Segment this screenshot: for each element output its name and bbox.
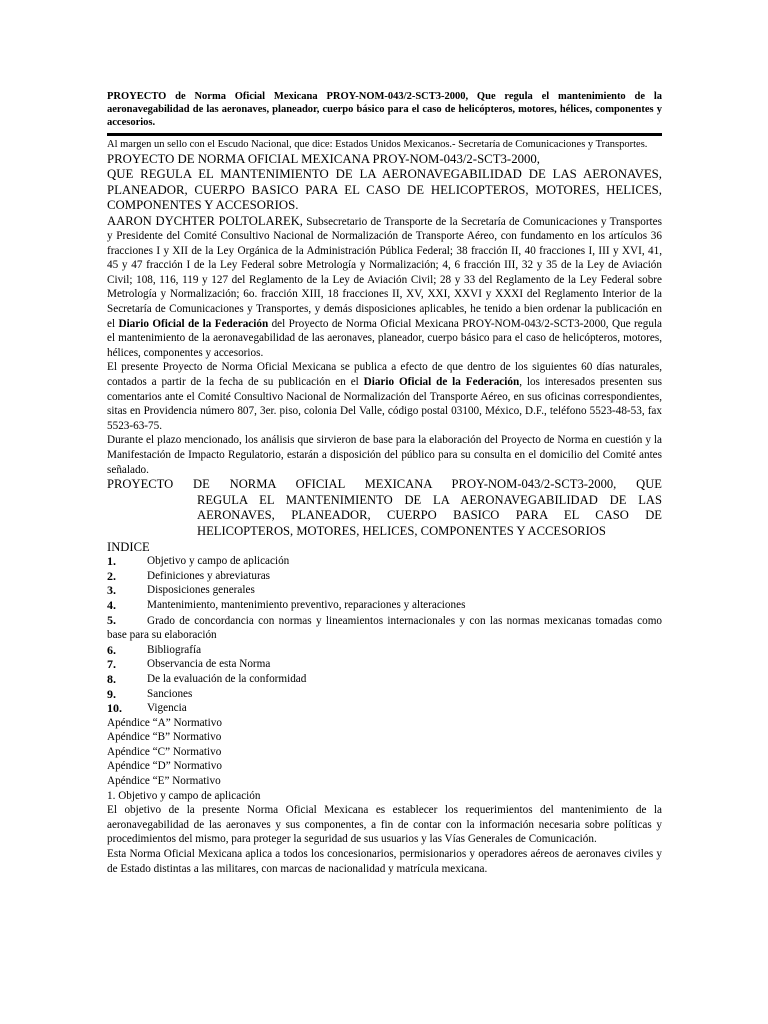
index-item-text: Sanciones [147,687,193,700]
norm-title-line-3: AERONAVES, PLANEADOR, CUERPO BASICO PARA EL CASO DE [197,508,662,523]
document-page [107,90,662,876]
index-heading: INDICE [107,539,150,554]
index-item-number: 1. [107,554,116,569]
index-item [107,672,662,687]
index-item-number: 2. [107,568,116,583]
appendix-list [107,716,662,789]
index-item-text: Vigencia [147,702,187,715]
appendix-item: Apéndice “A” Normativo [107,716,222,729]
index-item [107,701,662,716]
index-item-number: 7. [107,657,116,672]
index-item [107,583,662,598]
index-item-number: 8. [107,671,116,686]
appendix-item: Apéndice “D” Normativo [107,760,222,773]
index-item [107,569,662,584]
index-item [107,643,662,658]
index-item-text: Disposiciones generales [147,584,255,597]
index-item-text: Observancia de esta Norma [147,658,271,671]
para2-text-a: El presente Proyecto de Norma Oficial Mexicana se publica a efecto de que dentro de los siguientes 60 días naturales, contados a partir de la fecha de su publicación en el [107,361,662,389]
index-item [107,554,662,569]
appendix-item: Apéndice “E” Normativo [107,775,221,788]
para2-bold-dof: Diario Oficial de la Federación [363,376,520,389]
appendix-item: Apéndice “C” Normativo [107,745,222,758]
index-item-number: 4. [107,597,116,612]
index-item-text: Grado de concordancia con normas y lineamientos internacionales y con las normas mexicanas tomadas como base para su elaboración [107,614,662,642]
index-item [107,687,662,702]
section-1-paragraph-1: El objetivo de la presente Norma Oficial Mexicana es establecer los requerimientos del mantenimiento de la aeronavegabilidad de las aeronaves y sus componentes, a fin de contar con la información necesaria sobre políticas y procedimientos del mismo, para proteger la seguridad de sus usuarios y las Vías Generales de Comunicación. [107,804,662,846]
norm-title [107,477,662,539]
index-item [107,613,662,643]
index-item-text: Objetivo y campo de aplicación [147,555,290,568]
intro-text-a: Subsecretario de Transporte de la Secretaría de Comunicaciones y Transportes y Presidente del Comité Consultivo Nacional de Normalización de Transporte Aéreo, con fundamento en los artículos 36 fracciones I y XII de la Ley Orgánica de la Administración Pública Federal; 38 fracción II, 40 fracciones I, III y XVI, 41, 45 y 47 fracción I de la Ley Federal sobre Metrología y Normalización; 4, 6 fracción III, 32 y 35 de la Ley de Aviación Civil; 108, 116, 119 y 127 del Reglamento de la Ley de Aviación Civil; 28 y 33 del Reglamento de la Ley Federal sobre Metrología y Normalización; 6o. fracción XIII, 18 fracciones II, XV, XXI, XXVI y XXXI del Reglamento Interior de la Secretaría de Comunicaciones y Transportes, y demás disposiciones aplicables, he tenido a bien ordenar la publicación en el [107,215,662,330]
index-item [107,657,662,672]
index-list [107,554,662,716]
intro-text-b: del Proyecto de Norma Oficial Mexicana PROY-NOM-043/2-SCT3-2000, Que regula el mantenimiento de la aeronavegabilidad de las aeronaves, planeador, cuerpo básico para el caso de helicópteros, motores, hélices, componentes y accesorios. [107,317,662,359]
appendix-item: Apéndice “B” Normativo [107,731,222,744]
signer-name: AARON DYCHTER POLTOLAREK, [107,213,303,228]
title-line-1: PROYECTO DE NORMA OFICIAL MEXICANA PROY-NOM-043/2-SCT3-2000, [107,151,540,166]
paragraph-availability: Durante el plazo mencionado, los análisis que sirvieron de base para la elaboración del Proyecto de Norma en cuestión y la Manifestación de Impacto Regulatorio, estarán a disposición del público para su consulta en el domicilio del Comité antes señalado. [107,434,662,476]
index-item-number: 5. [107,612,116,627]
index-item-text: Mantenimiento, mantenimiento preventivo, reparaciones y alteraciones [147,598,466,611]
intro-bold-dof: Diario Oficial de la Federación [118,317,269,330]
section-1-paragraph-2: Esta Norma Oficial Mexicana aplica a todos los concesionarios, permisionarios y operadores aéreos de aeronaves civiles y de Estado distintas a las militares, con marcas de nacionalidad y matrícula mexicana. [107,848,662,875]
norm-title-line-4: HELICOPTEROS, MOTORES, HELICES, COMPONENTES Y ACCESORIOS [197,523,606,538]
index-item [107,598,662,613]
index-item-number: 10. [107,701,122,716]
section-1-heading: 1. Objetivo y campo de aplicación [107,789,261,802]
index-item-text: Bibliografía [147,643,202,656]
index-item-number: 3. [107,583,116,598]
norm-title-line-2: REGULA EL MANTENIMIENTO DE LA AERONAVEGABILIDAD DE LAS [197,492,662,507]
document-header: PROYECTO de Norma Oficial Mexicana PROY-NOM-043/2-SCT3-2000, Que regula el mantenimiento de la aeronavegabilidad de las aeronaves, planeador, cuerpo básico para el caso de helicópteros, motores, hélices, componentes y accesorios. [107,91,662,128]
paragraph-comments [107,360,662,433]
seal-note: Al margen un sello con el Escudo Nacional, que dice: Estados Unidos Mexicanos.- Secretaría de Comunicaciones y Transportes. [107,139,648,150]
index-item-number: 6. [107,642,116,657]
norm-title-line-1: PROYECTO DE NORMA OFICIAL MEXICANA PROY-NOM-043/2-SCT3-2000, QUE [107,477,662,492]
index-item-text: De la evaluación de la conformidad [147,672,307,685]
intro-paragraph [107,214,662,361]
index-item-number: 9. [107,686,116,701]
header-rule [107,133,662,136]
para2-text-b: , los interesados presenten sus comentarios ante el Comité Consultivo Nacional de Normalización del Transporte Aéreo, en sus oficinas correspondientes, sitas en Providencia número 807, 3er. piso, colonia Del Valle, código postal 03100, México, D.F., teléfono 5523-48-53, fax 5523-63-75. [107,376,662,432]
title-line-2: QUE REGULA EL MANTENIMIENTO DE LA AERONAVEGABILIDAD DE LAS AERONAVES, PLANEADOR, CUERPO BASICO PARA EL CASO DE HELICOPTEROS, MOTORES, HELICES, COMPONENTES Y ACCESORIOS. [107,167,662,212]
index-item-text: Definiciones y abreviaturas [147,569,271,582]
